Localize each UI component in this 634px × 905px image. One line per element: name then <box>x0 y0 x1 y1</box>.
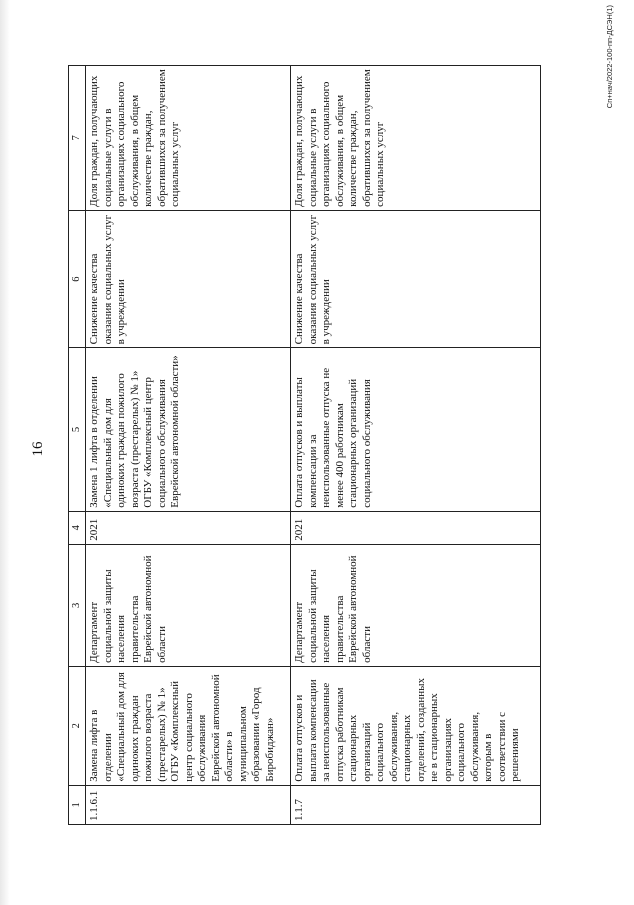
measures-table <box>68 65 541 825</box>
implementation-year: 2021 <box>291 511 541 544</box>
item-number: 1.1.7 <box>291 785 541 824</box>
responsible-executor: Департамент социальной защиты населения правительства Еврейской автономной области <box>291 544 541 666</box>
measure-name: Оплата отпусков и выплата компенсации за неиспользованные отпуска работникам стационарных организаций социального обслуживания, стационарных отделений, созданных не в стационарных организациях социального обслуживания, которым в соответствии с решениями <box>291 666 541 785</box>
implementation-year: 2021 <box>86 511 291 544</box>
table-row <box>291 66 541 825</box>
document-footer: Сп+нач/2022-100-пп-ДСЭН(1) <box>605 5 614 109</box>
indicator: Доля граждан, получающих социальные услуги в организациях социального обслуживания, в общем количестве граждан, обратившихся за получением социальных услуг <box>291 66 541 211</box>
header-cell-1: 1 <box>69 785 86 824</box>
expected-result: Замена 1 лифта в отделении «Специальный дом для одиноких граждан пожилого возраста (престарелых) № 1» ОГБУ «Комплексный центр социального обслуживания Еврейской автономной области» <box>86 348 291 511</box>
consequences: Снижение качества оказания социальных услуг в учреждении <box>291 210 541 348</box>
header-cell-2: 2 <box>69 666 86 785</box>
table-row <box>86 66 291 825</box>
header-cell-3: 3 <box>69 544 86 666</box>
header-cell-5: 5 <box>69 348 86 511</box>
item-number: 1.1.6.1 <box>86 785 291 824</box>
page-number: 16 <box>30 441 46 457</box>
measure-name: Замена лифта в отделении «Специальный дом для одиноких граждан пожилого возраста (престарелых) № 1» ОГБУ «Комплексный центр социального обслуживания Еврейской автономной области» в муниципальном образовании «Город Биробиджан» <box>86 666 291 785</box>
header-cell-4: 4 <box>69 511 86 544</box>
responsible-executor: Департамент социальной защиты населения правительства Еврейской автономной области <box>86 544 291 666</box>
expected-result: Оплата отпусков и выплаты компенсации за неиспользованные отпуска не менее 400 работникам стационарных организаций социального обслуживания <box>291 348 541 511</box>
consequences: Снижение качества оказания социальных услуг в учреждении <box>86 210 291 348</box>
table-header-row <box>69 66 86 825</box>
indicator: Доля граждан, получающих социальные услуги в организациях социального обслуживания, в общем количестве граждан, обратившихся за получением социальных услуг <box>86 66 291 211</box>
header-cell-6: 6 <box>69 210 86 348</box>
header-cell-7: 7 <box>69 66 86 211</box>
